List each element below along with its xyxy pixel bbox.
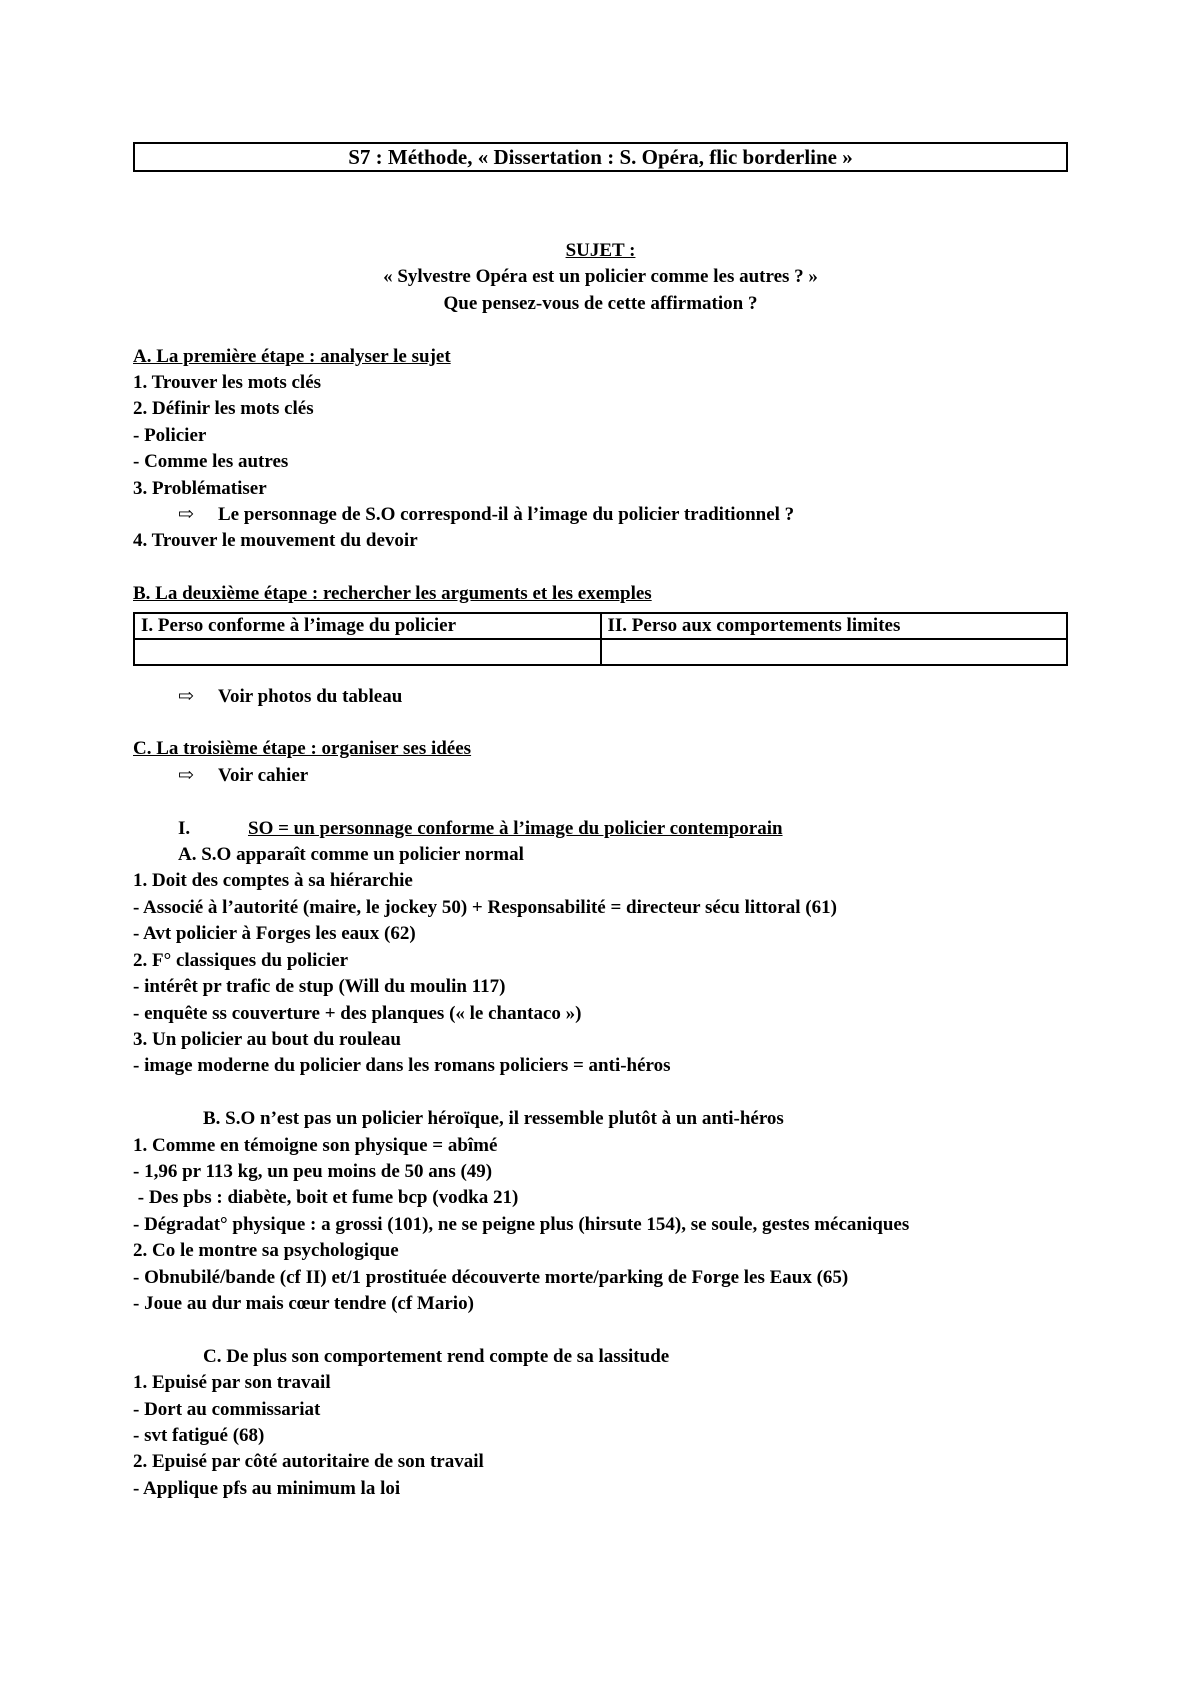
part-a-heading: A. La première étape : analyser le sujet — [133, 345, 451, 367]
outline-line: 2. Co le montre sa psychologique — [133, 1240, 399, 1262]
subsection-a-heading: A. S.O apparaît comme un policier normal — [178, 844, 524, 866]
table-header-cell: II. Perso aux comportements limites — [601, 613, 1068, 639]
part-a-line: 3. Problématiser — [133, 477, 267, 499]
outline-line: - Obnubilé/bande (cf II) et/1 prostituée découverte morte/parking de Forge les Eaux (65) — [133, 1266, 849, 1288]
spacer — [133, 317, 1068, 343]
table-empty-cell — [134, 639, 601, 665]
table-header-cell: I. Perso conforme à l’image du policier — [134, 613, 601, 639]
section-title: SO = un personnage conforme à l’image du policier contemporain — [248, 817, 783, 839]
outline-line: - enquête ss couverture + des planques (« le chantaco ») — [133, 1002, 582, 1024]
tableau-arrow-text: Voir photos du tableau — [218, 685, 403, 707]
document-title: S7 : Méthode, « Dissertation : S. Opéra, flic borderline » — [133, 142, 1068, 172]
outline-line: - Des pbs : diabète, boit et fume bcp (vodka 21) — [133, 1187, 519, 1209]
table-row — [134, 639, 1067, 665]
outline-line: 1. Epuisé par son travail — [133, 1372, 331, 1394]
outline-line: - intérêt pr trafic de stup (Will du moulin 117) — [133, 976, 506, 998]
outline-line: - 1,96 pr 113 kg, un peu moins de 50 ans (49) — [133, 1160, 493, 1182]
outline-justified-line: - Dégradat° physique : a grossi (101), ne se peigne plus (hirsute 154), se soule, gestes mécaniques — [133, 1213, 910, 1235]
spacer — [133, 555, 1068, 581]
outline-line: - svt fatigué (68) — [133, 1424, 265, 1446]
spacer — [133, 710, 1068, 736]
outline-line: - Joue au dur mais cœur tendre (cf Mario) — [133, 1292, 474, 1314]
outline-line: 2. F° classiques du policier — [133, 949, 349, 971]
outline-line: - Associé à l’autorité (maire, le jockey 50) + Responsabilité = directeur sécu littoral (61) — [133, 896, 837, 918]
outline-line: - Avt policier à Forges les eaux (62) — [133, 923, 416, 945]
sujet-heading: SUJET : — [565, 240, 636, 261]
tableau-arrow-line — [133, 684, 1068, 710]
subsection-b-heading: B. S.O n’est pas un policier héroïque, il ressemble plutôt à un anti-héros — [203, 1108, 784, 1130]
subsection-c-heading: C. De plus son comportement rend compte de sa lassitude — [203, 1345, 670, 1367]
cahier-arrow-text: Voir cahier — [218, 764, 309, 786]
arrow-icon: ⇨ — [178, 685, 194, 707]
outline-line: 1. Doit des comptes à sa hiérarchie — [133, 870, 413, 892]
table-row — [134, 613, 1067, 639]
table-empty-cell — [601, 639, 1068, 665]
document-page — [133, 142, 1068, 1502]
section-number: I. — [178, 817, 191, 839]
spacer — [133, 789, 1068, 815]
arrow-icon: ⇨ — [178, 764, 194, 786]
arguments-table — [133, 612, 1068, 666]
part-a-line: - Comme les autres — [133, 451, 289, 473]
outline-line: 2. Epuisé par côté autoritaire de son travail — [133, 1451, 484, 1473]
outline-line: - image moderne du policier dans les romans policiers = anti-héros — [133, 1055, 671, 1077]
part-a-line: 4. Trouver le mouvement du devoir — [133, 530, 418, 552]
spacer — [133, 666, 1068, 684]
spacer — [133, 1317, 1068, 1343]
part-c-heading: C. La troisième étape : organiser ses idées — [133, 738, 472, 760]
part-a-line: - Policier — [133, 424, 207, 446]
sujet-question: Que pensez-vous de cette affirmation ? — [443, 292, 758, 314]
spacer — [133, 1080, 1068, 1106]
outline-line: 3. Un policier au bout du rouleau — [133, 1028, 401, 1050]
sujet-quote: « Sylvestre Opéra est un policier comme les autres ? » — [383, 266, 818, 288]
problematique-text: Le personnage de S.O correspond-il à l’image du policier traditionnel ? — [218, 504, 795, 526]
outline-line: 1. Comme en témoigne son physique = abîmé — [133, 1134, 498, 1156]
cahier-arrow-line — [133, 763, 1068, 789]
part-a-line: 2. Définir les mots clés — [133, 398, 314, 420]
part-a-line: 1. Trouver les mots clés — [133, 372, 322, 394]
outline-line: - Dort au commissariat — [133, 1398, 321, 1420]
section-heading — [133, 816, 1068, 842]
problematique-line — [133, 502, 1068, 528]
part-b-heading: B. La deuxième étape : rechercher les arguments et les exemples — [133, 583, 652, 605]
outline-line: - Applique pfs au minimum la loi — [133, 1477, 401, 1499]
arrow-icon: ⇨ — [178, 504, 194, 526]
spacer — [133, 172, 1068, 238]
